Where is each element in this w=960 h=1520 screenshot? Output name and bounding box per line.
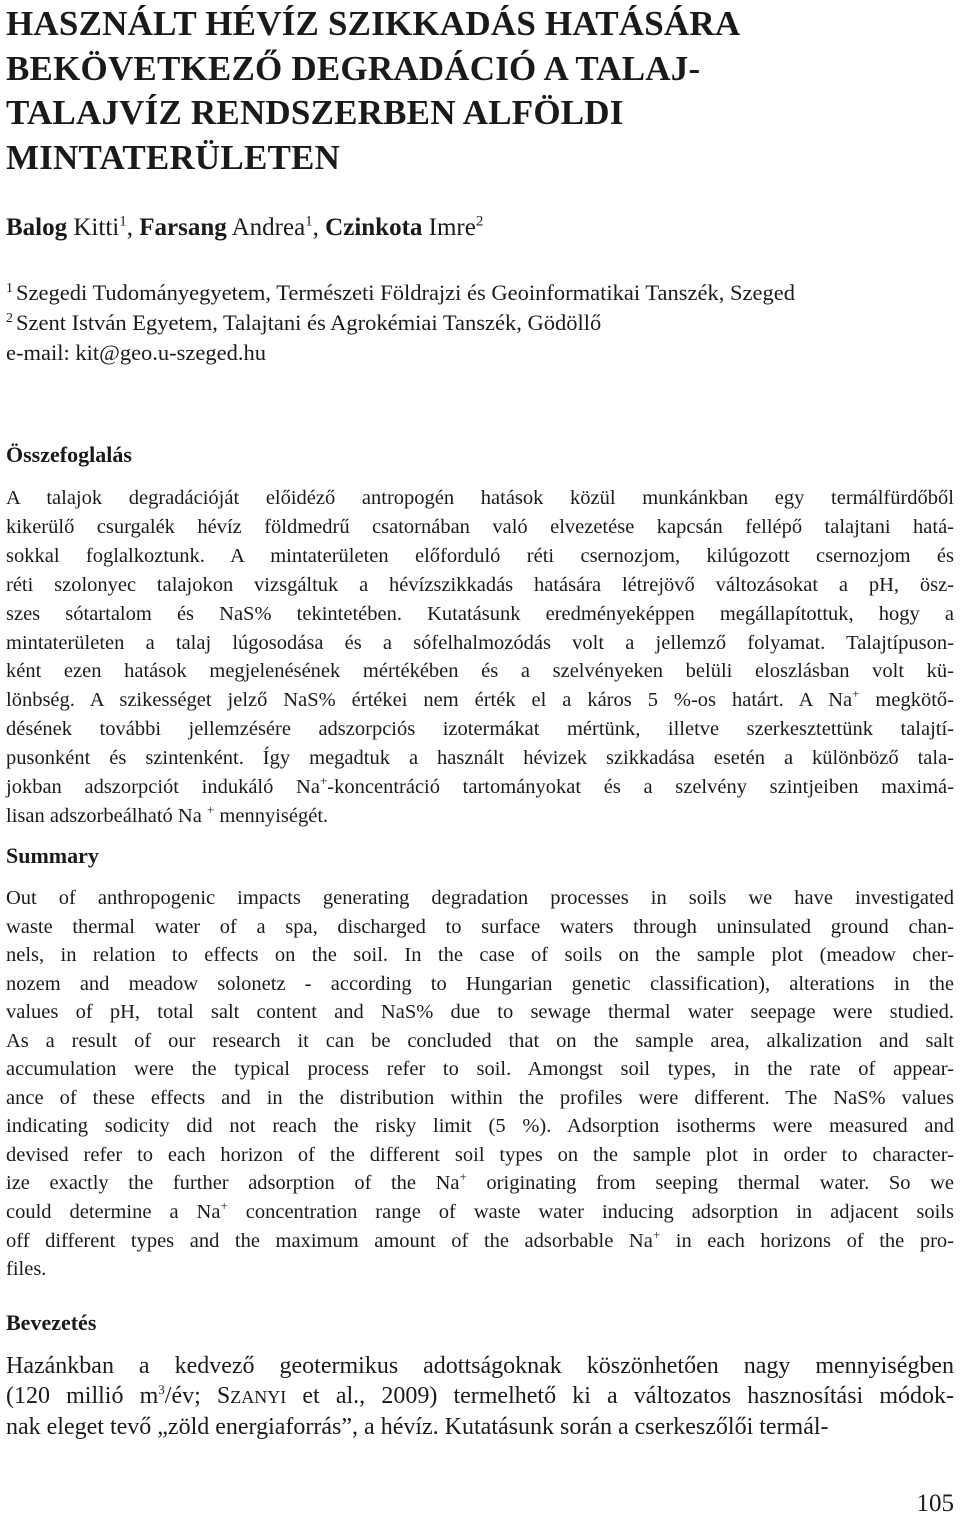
text-line (6, 998, 954, 1027)
abstract-en (6, 884, 954, 1284)
author-given-name: Andrea (231, 214, 306, 241)
line-text: sokkal foglalkoztunk. A mintaterületen előforduló réti csernozjom, kilúgozott csernozjom és (6, 544, 954, 567)
line-text: mintaterületen a talaj lúgosodása és a sófelhalmozódás volt a jellemző folyamat. Talajtípuson- (6, 631, 954, 654)
line-text: Hazánkban a kedvező geotermikus adottságoknak köszönhetően nagy mennyiségben (6, 1353, 954, 1379)
text-line (6, 571, 954, 600)
line-text: accumulation were the typical process refer to soil. Amongst soil types, in the rate of appear- (6, 1058, 954, 1081)
affiliation-text: Szent István Egyetem, Talajtani és Agrokémiai Tanszék, Gödöllő (16, 310, 602, 335)
affiliation-number: 2 (6, 310, 13, 326)
line-text: originating from seeping thermal water. So we (466, 1172, 954, 1195)
line-text: szes sótartalom és NaS% tekintetében. Kutatásunk eredményeképpen megállapítottuk, hogy a (6, 602, 954, 625)
text-line (6, 1169, 954, 1198)
line-text: ance of these effects and in the distribution within the profiles were different. The NaS% values (6, 1086, 954, 1109)
affiliation-marker: 1 (119, 213, 127, 230)
line-text: (120 millió m (6, 1383, 159, 1409)
text-line (6, 970, 954, 999)
email-line: e-mail: kit@geo.u-szeged.hu (6, 340, 267, 365)
paper-title (6, 2, 906, 180)
text-line (6, 484, 954, 513)
abstract-hu (6, 484, 954, 831)
line-text: réti szolonyec talajokon vizsgáltuk a hévízszikkadás hatására létrejövő változásokat a pH, ösz- (6, 573, 954, 596)
superscript: + (652, 1226, 661, 1242)
heading-osszefoglalas: Összefoglalás (6, 442, 132, 467)
text-line (6, 1084, 954, 1113)
superscript: + (220, 1198, 228, 1214)
title-line: HASZNÁLT HÉVÍZ SZIKKADÁS HATÁSÁRA (6, 4, 741, 43)
line-text: megkötő- (859, 689, 954, 712)
text-line (6, 542, 954, 571)
title-line: BEKÖVETKEZŐ DEGRADÁCIÓ A TALAJ- (6, 48, 701, 88)
text-line (6, 884, 954, 913)
line-text: lönbség. A szikességet jelző NaS% értékei nem érték el a káros 5 %-os határt. A Na (6, 689, 853, 712)
line-text: off different types and the maximum amount of the adsorbable Na (6, 1229, 653, 1252)
affiliation-number: 1 (6, 280, 13, 296)
line-text: devised refer to each horizon of the different soil types on the sample plot in order to character- (6, 1143, 954, 1166)
line-text: Out of anthropogenic impacts generating degradation processes in soils we have investigated (6, 887, 954, 909)
line-text: ize exactly the further adsorption of the Na (6, 1172, 460, 1195)
line-text: nels, in relation to effects on the soil. In the case of soils on the sample plot (meadow cher- (6, 944, 954, 967)
line-text: nozem and meadow solonetz - according to Hungarian genetic classification), alterations in the (6, 972, 954, 995)
text-line (6, 1412, 954, 1442)
line-text: As a result of our research it can be concluded that on the sample area, alkalization and salt (6, 1029, 954, 1052)
line-text: jokban adszorpciót indukáló Na (6, 776, 320, 799)
line-text: ként ezen hatások megjelenésének mértékében és a szelvényeken belüli eloszlásban volt kü- (6, 660, 954, 683)
line-text: mennyiségét. (214, 804, 329, 827)
line-text: indicating sodicity did not reach the risky limit (5 %). Adsorption isotherms were measured and (6, 1115, 954, 1138)
superscript: + (319, 773, 328, 789)
text-line (6, 1055, 954, 1084)
heading-bevezetes: Bevezetés (6, 1310, 97, 1335)
line-text: nak eleget tevő „zöld energiaforrás”, a hévíz. Kutatásunk során a cserkeszőlői termál- (6, 1414, 829, 1440)
introduction (6, 1351, 954, 1442)
superscript: 3 (158, 1382, 165, 1397)
text-line (6, 913, 954, 942)
line-text: /év; S (164, 1383, 231, 1409)
affiliation-marker: 1 (305, 213, 313, 230)
text-line (6, 1351, 954, 1381)
superscript: + (206, 802, 215, 818)
line-text: pusonként és szintenként. Így megadtuk a használt hévizek szikkadása esetén a különböző tala- (6, 747, 954, 770)
affiliation-line (6, 308, 795, 338)
superscript: + (459, 1169, 467, 1185)
text-line (6, 657, 954, 686)
line-text: A talajok degradációját előidéző antropogén hatások közül munkánkban egy termálfürdőből (6, 487, 954, 509)
line-text: in each horizons of the pro- (660, 1229, 954, 1252)
line-text: kikerülő csurgalék hévíz földmedrű csatornában való elvezetése kapcsán fellépő talajtani hatá- (6, 515, 954, 538)
text-line (6, 773, 954, 802)
line-text: waste thermal water of a spa, discharged to surface waters through uninsulated ground chan- (6, 915, 954, 938)
affiliation-text: Szegedi Tudományegyetem, Természeti Földrajzi és Geoinformatikai Tanszék, Szeged (16, 280, 795, 305)
affiliation-marker: 2 (475, 213, 484, 230)
title-line: TALAJVÍZ RENDSZERBEN ALFÖLDI (6, 93, 624, 132)
author-given-name: Kitti (73, 214, 120, 241)
line-text: files. (6, 1258, 47, 1281)
text-line (6, 715, 954, 744)
superscript: + (852, 686, 860, 702)
heading-summary: Summary (6, 843, 99, 868)
affiliations (6, 278, 795, 368)
small-caps-text: ZANYI (230, 1387, 287, 1407)
author-surname: Czinkota (325, 214, 423, 241)
text-line (6, 1141, 954, 1170)
page-number: 105 (916, 1490, 954, 1517)
line-text: -koncentráció tartományokat és a szelvény szintjeiben maximá- (327, 776, 954, 799)
line-text: lisan adszorbeálható Na (6, 804, 207, 827)
text-line (6, 1381, 954, 1412)
text-line (6, 744, 954, 773)
author-separator: , (126, 214, 140, 241)
author-separator: , (312, 214, 326, 241)
line-text: désének további jellemzésére adszorpciós izotermákat mértünk, illetve szerkesztettünk talajtí- (6, 718, 954, 741)
text-line (6, 1027, 954, 1056)
text-line (6, 1255, 954, 1284)
text-line (6, 802, 954, 831)
affiliation-line (6, 278, 795, 308)
author-surname: Farsang (139, 214, 227, 241)
text-line (6, 1227, 954, 1256)
author-list (6, 208, 483, 248)
title-line: MINTATERÜLETEN (6, 137, 341, 177)
line-text: et al., 2009) termelhető ki a változatos hasznosítási módok- (286, 1383, 955, 1409)
line-text: concentration range of waste water inducing adsorption in adjacent soils (227, 1201, 954, 1224)
text-line (6, 1112, 954, 1141)
line-text: values of pH, total salt content and NaS% due to sewage thermal water seepage were studied. (6, 1001, 954, 1024)
author-surname: Balog (6, 214, 68, 241)
author-given-name: Imre (428, 214, 476, 241)
text-line (6, 1198, 954, 1227)
text-line (6, 941, 954, 970)
text-line (6, 513, 954, 542)
line-text: could determine a Na (6, 1201, 221, 1224)
text-line (6, 686, 954, 715)
text-line (6, 600, 954, 629)
text-line (6, 629, 954, 658)
